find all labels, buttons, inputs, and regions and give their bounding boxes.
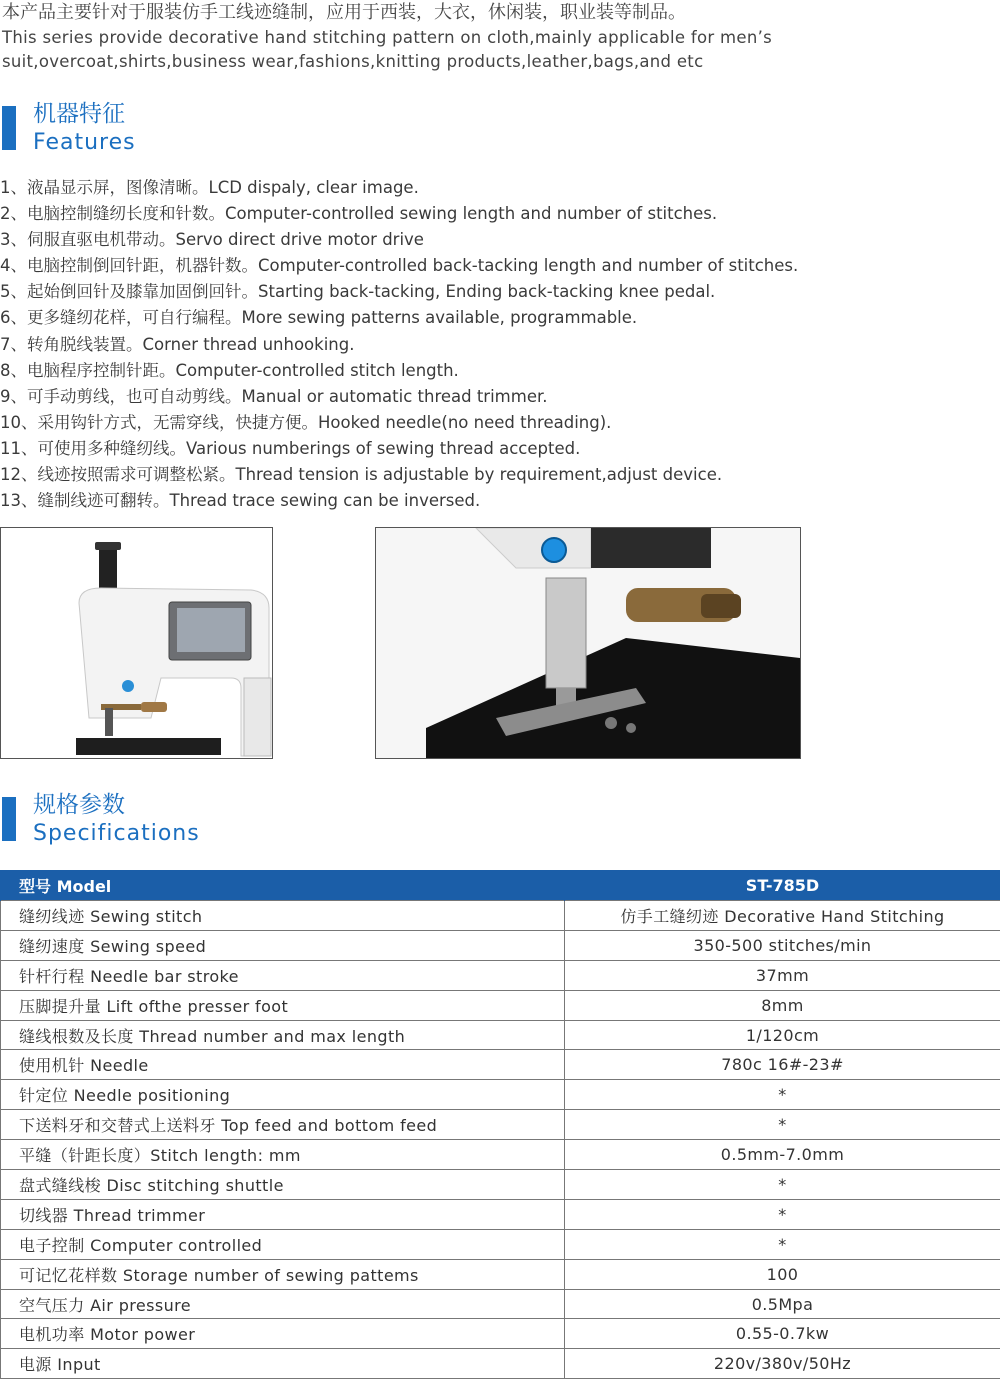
spec-row (1, 1020, 1000, 1050)
spec-label: 可记忆花样数 Storage number of sewing pattems (1, 1259, 565, 1289)
needle-closeup-photo (375, 527, 801, 759)
features-title-en: Features (33, 129, 136, 157)
feature-item: 10、采用钩针方式，无需穿线，快捷方便。Hooked needle(no need threading). (0, 410, 798, 436)
spec-value: 350-500 stitches/min (565, 930, 1000, 960)
spec-label: 切线器 Thread trimmer (1, 1199, 565, 1229)
spec-label: 压脚提升量 Lift ofthe presser foot (1, 990, 565, 1020)
spec-row (1, 1170, 1000, 1200)
specs-title-en: Specifications (33, 820, 200, 848)
heading-accent-bar (2, 106, 16, 150)
spec-value: * (565, 1080, 1000, 1110)
specs-header-row (1, 870, 1000, 901)
intro-chinese: 本产品主要针对于服装仿手工线迹缝制，应用于西装，大衣，休闲装，职业装等制品。 (2, 0, 998, 26)
feature-item: 2、电脑控制缝纫长度和针数。Computer-controlled sewing length and number of stitches. (0, 201, 798, 227)
spec-row (1, 1199, 1000, 1229)
feature-item: 1、液晶显示屏，图像清晰。LCD dispaly, clear image. (0, 175, 798, 201)
spec-row (1, 930, 1000, 960)
spec-label: 盘式缝线梭 Disc stitching shuttle (1, 1170, 565, 1200)
spec-label: 电子控制 Computer controlled (1, 1229, 565, 1259)
spec-value: 0.5Mpa (565, 1289, 1000, 1319)
spec-value: * (565, 1110, 1000, 1140)
spec-label: 平缝（针距长度）Stitch length: mm (1, 1140, 565, 1170)
intro-english: This series provide decorative hand stitching pattern on cloth,mainly applicable for men’s suit,overcoat,shirts,business wear,fashions,knitting products,leather,bags,and etc (2, 26, 998, 74)
spec-value: 8mm (565, 990, 1000, 1020)
spec-row (1, 990, 1000, 1020)
feature-item: 9、可手动剪线，也可自动剪线。Manual or automatic thread trimmer. (0, 384, 798, 410)
feature-item: 3、伺服直驱电机带动。Servo direct drive motor drive (0, 227, 798, 253)
spec-row (1, 901, 1000, 931)
specs-table (0, 870, 1000, 1379)
spec-row (1, 1050, 1000, 1080)
features-title-cn: 机器特征 (33, 100, 125, 128)
spec-value: 0.55-0.7kw (565, 1319, 1000, 1349)
model-label-header: 型号 Model (1, 870, 565, 901)
feature-item: 5、起始倒回针及膝靠加固倒回针。Starting back-tacking, Ending back-tacking knee pedal. (0, 279, 798, 305)
model-value-header: ST-785D (565, 870, 1000, 901)
spec-row (1, 1319, 1000, 1349)
spec-label: 针定位 Needle positioning (1, 1080, 565, 1110)
spec-label: 缝纫速度 Sewing speed (1, 930, 565, 960)
feature-item: 12、线迹按照需求可调整松紧。Thread tension is adjustable by requirement,adjust device. (0, 462, 798, 488)
spec-row (1, 1110, 1000, 1140)
spec-label: 缝纫线迹 Sewing stitch (1, 901, 565, 931)
spec-value: * (565, 1229, 1000, 1259)
spec-value: * (565, 1170, 1000, 1200)
spec-value: 37mm (565, 960, 1000, 990)
spec-row (1, 1349, 1000, 1379)
spec-row (1, 1140, 1000, 1170)
feature-item: 11、可使用多种缝纫线。Various numberings of sewing thread accepted. (0, 436, 798, 462)
machine-photo (0, 527, 273, 759)
spec-label: 电源 Input (1, 1349, 565, 1379)
spec-label: 电机功率 Motor power (1, 1319, 565, 1349)
features-list (0, 175, 798, 514)
spec-label: 下送料牙和交替式上送料牙 Top feed and bottom feed (1, 1110, 565, 1140)
spec-row (1, 1259, 1000, 1289)
intro (2, 0, 998, 74)
spec-row (1, 1229, 1000, 1259)
spec-row (1, 960, 1000, 990)
spec-value: 仿手工缝纫迹 Decorative Hand Stitching (565, 901, 1000, 931)
spec-value: 220v/380v/50Hz (565, 1349, 1000, 1379)
heading-accent-bar (2, 797, 16, 841)
spec-label: 针杆行程 Needle bar stroke (1, 960, 565, 990)
specs-title-cn: 规格参数 (33, 791, 125, 819)
spec-value: 780c 16#-23# (565, 1050, 1000, 1080)
spec-label: 空气压力 Air pressure (1, 1289, 565, 1319)
spec-row (1, 1289, 1000, 1319)
feature-item: 6、更多缝纫花样，可自行编程。More sewing patterns available, programmable. (0, 305, 798, 331)
spec-value: 100 (565, 1259, 1000, 1289)
spec-value: 0.5mm-7.0mm (565, 1140, 1000, 1170)
feature-item: 8、电脑程序控制针距。Computer-controlled stitch length. (0, 358, 798, 384)
feature-item: 4、电脑控制倒回针距，机器针数。Computer-controlled back-tacking length and number of stitches. (0, 253, 798, 279)
feature-item: 7、转角脱线装置。Corner thread unhooking. (0, 332, 798, 358)
spec-value: * (565, 1199, 1000, 1229)
spec-label: 使用机针 Needle (1, 1050, 565, 1080)
spec-value: 1/120cm (565, 1020, 1000, 1050)
spec-label: 缝线根数及长度 Thread number and max length (1, 1020, 565, 1050)
spec-row (1, 1080, 1000, 1110)
feature-item: 13、缝制线迹可翻转。Thread trace sewing can be inversed. (0, 488, 798, 514)
